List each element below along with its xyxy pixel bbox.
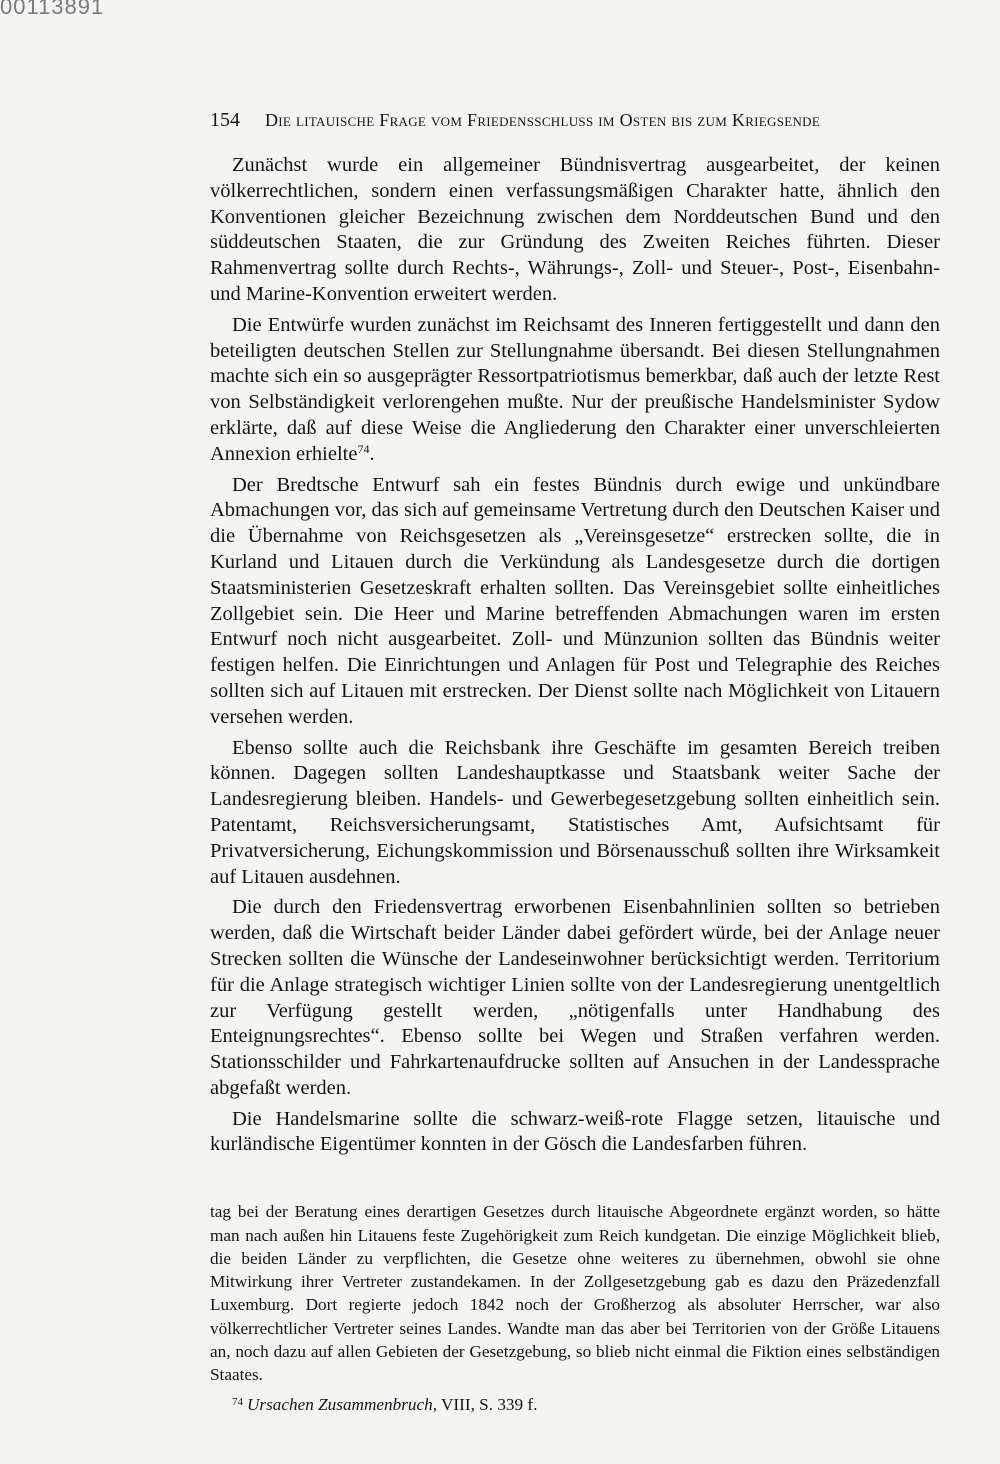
running-title: Die litauische Frage vom Friedensschluss im Osten bis zum Kriegsende: [265, 110, 821, 130]
paragraph-6: Die Handelsmarine sollte die schwarz-weiß-rote Flagge setzen, litauische und kurländische Eigentümer konnten in der Gösch die Landesfarben führen.: [210, 1107, 940, 1156]
page-number: 154: [210, 109, 240, 131]
footnote-continuation: tag bei der Beratung eines derartigen Gesetzes durch litauische Abgeordnete ergänzt worden, so hätte man nach außen hin Litauens feste Zugehörigkeit zum Reich kundgetan. Die einzige Möglichkeit blieb, die beiden Länder zu verpflichten, die Gesetze ohne weiteres zu übernehmen, obwohl sie ohne Mitwirkung ihrer Vertreter zustandekamen. In der Zollgesetzgebung gab es dazu den Präzedenzfall Luxemburg. Dort regierte jedoch 1842 noch der Großherzog als absoluter Herrscher, war also völkerrechtlicher Vertreter seines Landes. Wandte man das aber bei Territorien von der Größe Litauens an, noch dazu auf allen Gebieten der Gesetzgebung, so blieb nicht einmal die Fiktion eines selbständigen Staates.: [210, 1202, 940, 1385]
book-page: [210, 100, 940, 1416]
main-text: [210, 153, 940, 1158]
footnote-ref-74: 74: [357, 441, 370, 456]
paragraph-5: Die durch den Friedensvertrag erworbenen Eisenbahnlinien sollten so betrieben werden, daß die Wirtschaft beider Länder dabei gefördert würde, bei der Anlage neuer Strecken sollten die Wünsche der Landeseinwohner berücksichtigt werden. Territorium für die Anlage strategisch wichtiger Linien sollte von der Landesregierung unentgeltlich zur Verfügung gestellt werden, „nötigenfalls unter Handhabung des Enteignungsrechtes“. Ebenso sollte bei Wegen und Straßen verfahren werden. Stationsschilder und Fahrkartenaufdrucke sollten auf Ansuchen in der Landessprache abgefaßt werden.: [210, 896, 940, 1099]
paragraph-2-text: Die Entwürfe wurden zunächst im Reichsamt des Inneren fertiggestellt und dann den beteiligten deutschen Stellen zur Stellungnahme übersandt. Bei diesen Stellungnahmen machte sich ein so ausgeprägter Ressortpatriotismus bemerkbar, daß auch der letzte Rest von Selbständigkeit verlorengehen mußte. Nur der preußische Handelsminister Sydow erklärte, daß auf diese Weise die Angliederung den Charakter einer unverschleierten Annexion erhielte: [210, 313, 940, 465]
footnotes: [210, 1200, 940, 1416]
paragraph-1: Zunächst wurde ein allgemeiner Bündnisvertrag ausgearbeitet, der keinen völkerrechtlichen, sondern einen verfassungsmäßigen Charakter hatte, ähnlich den Konventionen gleicher Bezeichnung zwischen dem Norddeutschen Bund und den süddeutschen Staaten, die zur Gründung des Zweiten Reiches führten. Dieser Rahmenvertrag sollte durch Rechts-, Währungs-, Zoll- und Steuer-, Post-, Eisenbahn- und Marine-Konvention erweitert werden.: [210, 154, 940, 305]
footnote-74-number: 74: [232, 1395, 243, 1408]
scan-identifier: 00113891: [0, 0, 105, 19]
footnote-74-citation: , VIII, S. 339 f.: [432, 1394, 538, 1414]
paragraph-3: Der Bredtsche Entwurf sah ein festes Bündnis durch ewige und unkündbare Abmachungen vor, das sich auf gemeinsame Vertretung durch den Deutschen Kaiser und die Übernahme von Reichsgesetzen als „Vereinsgesetze“ erstrecken sollte, die in Kurland und Litauen durch die Verkündung als Landesgesetze durch die dortigen Staatsministerien Gesetzeskraft erhalten sollten. Das Vereinsgebiet sollte einheitliches Zollgebiet sein. Die Heer und Marine betreffenden Abmachungen waren im ersten Entwurf noch nicht ausgearbeitet. Zoll- und Münzunion sollten das Bündnis weiter festigen helfen. Die Einrichtungen und Anlagen für Post und Telegraphie des Reiches sollten sich auf Litauen mit erstrecken. Der Dienst sollte nach Möglichkeit von Litauern versehen werden.: [210, 473, 940, 728]
paragraph-2: Die Entwürfe wurden zunächst im Reichsamt des Inneren fertiggestellt und dann den beteiligten deutschen Stellen zur Stellungnahme übersandt. Bei diesen Stellungnahmen machte sich ein so ausgeprägter Ressortpatriotismus bemerkbar, daß auch der letzte Rest von Selbständigkeit verlorengehen mußte. Nur der preußische Handelsminister Sydow erklärte, daß auf diese Weise die Angliederung den Charakter einer unverschleierten Annexion erhielte$^{74}$.: [210, 313, 940, 465]
running-header: [210, 100, 940, 140]
footnote-74-work: Ursachen Zusammenbruch: [247, 1394, 433, 1414]
footnote-74: [210, 1391, 940, 1416]
paragraph-4: Ebenso sollte auch die Reichsbank ihre Geschäfte im gesamten Bereich treiben können. Dagegen sollten Landeshauptkasse und Staatsbank weiter Sache der Landesregierung bleiben. Handels- und Gewerbegesetzgebung sollten einheitlich sein. Patentamt, Reichsversicherungsamt, Statistisches Amt, Aufsichtsamt für Privatversicherung, Eichungskommission und Börsenausschuß sollten ihre Wirksamkeit auf Litauen ausdehnen.: [210, 736, 940, 888]
